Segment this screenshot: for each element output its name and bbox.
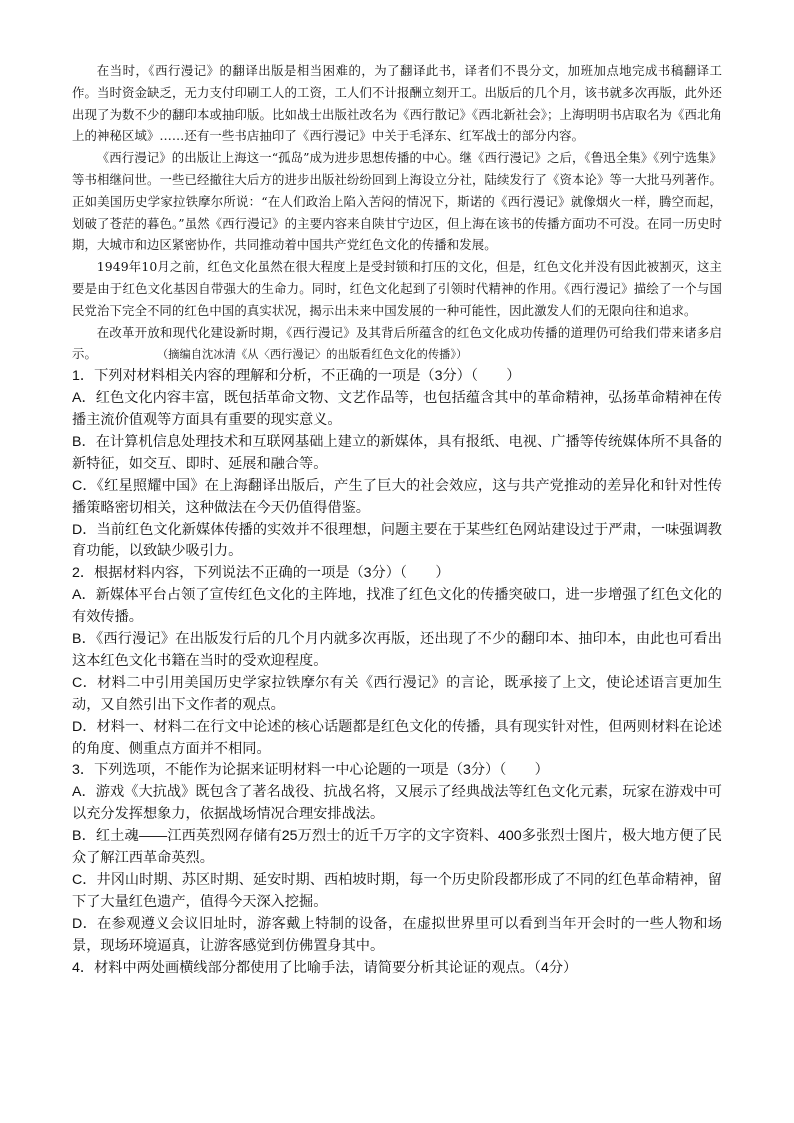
question-3-option-d: D．在参观遵义会议旧址时，游客戴上特制的设备，在虚拟世界里可以看到当年开会时的一些人物和场景，现场环境逼真，让游客感觉到仿佛置身其中。: [72, 915, 722, 954]
questions-section: [72, 366, 722, 979]
question-3: [72, 760, 722, 957]
question-2-stem: 2．根据材料内容，下列说法不正确的一项是（3分）（ ）: [72, 565, 450, 582]
question-3-option-b: B．红土魂——江西英烈网存储有25万烈士的近千万字的文字资料、400多张烈士图片，极大地方便了民众了解江西革命英烈。: [72, 828, 722, 867]
question-1-stem: 1．下列对材料相关内容的理解和分析，不正确的一项是（3分）（ ）: [72, 368, 521, 385]
question-2-option-a: A．新媒体平台占领了宣传红色文化的主阵地，找准了红色文化的传播突破口，进一步增强了红色文化的有效传播。: [72, 587, 722, 626]
reading-passage: [72, 60, 722, 366]
question-3-option-a: A．游戏《大抗战》既包含了著名战役、抗战名将，又展示了经典战法等红色文化元素，玩家在游戏中可以充分发挥想象力，依据战场情况合理安排战法。: [72, 784, 722, 823]
question-1: [72, 366, 722, 563]
question-2: [72, 563, 722, 760]
question-1-option-c: C．《红星照耀中国》在上海翻译出版后，产生了巨大的社会效应，这与共产党推动的差异化和针对性传播策略密切相关，这种做法在今天仍值得借鉴。: [72, 477, 722, 516]
question-2-option-b: B．《西行漫记》在出版发行后的几个月内就多次再版，还出现了不少的翻印本、抽印本，由此也可看出这本红色文化书籍在当时的受欢迎程度。: [72, 631, 722, 669]
question-3-stem: 3．下列选项，不能作为论据来证明材料一中心论题的一项是（3分）（ ）: [72, 762, 549, 779]
passage-paragraph-4-text: 在改革开放和现代化建设新时期，《西行漫记》及其背后所蕴含的红色文化成功传播的道理仍可给我们带来诸多启示。: [72, 324, 722, 362]
passage-paragraph-1: 在当时，《西行漫记》的翻译出版是相当困难的，为了翻译此书，译者们不畏分文，加班加点地完成书稿翻译工作。当时资金缺乏，无力支付印刷工人的工资，工人们不计报酬立刻开工。出版后的几个月，该书就多次再版，此外还出现了为数不少的翻印本或抽印版。比如战士出版社改名为《西行散记》《西北新社会》；上海明明书店取名为《西北角上的神秘区域》……还有一些书店抽印了《西行漫记》中关于毛泽东、红军战士的部分内容。: [72, 63, 722, 144]
passage-paragraph-3: 1949年10月之前，红色文化虽然在很大程度上是受封锁和打压的文化，但是，红色文化并没有因此被割灭，这主要是由于红色文化基因自带强大的生命力。同时，红色文化起到了引领时代精神的作用。《西行漫记》描绘了一个与国民党治下完全不同的红色中国的真实状况，揭示出未来中国发展的一种可能性，因此激发人们的无限向往和追求。: [72, 259, 722, 318]
exam-page: [72, 60, 722, 980]
question-4-stem: 4．材料中两处画横线部分都使用了比喻手法，请简要分析其论证的观点。（4分）: [72, 959, 578, 976]
question-1-option-a: A．红色文化内容丰富，既包括革命文物、文艺作品等，也包括蕴含其中的革命精神，弘扬革命精神在传播主流价值观等方面具有重要的现实意义。: [72, 390, 722, 428]
question-2-option-d: D．材料一、材料二在行文中论述的核心话题都是红色文化的传播，具有现实针对性，但两则材料在论述的角度、侧重点方面并不相同。: [72, 718, 722, 757]
question-4: [72, 958, 722, 980]
passage-paragraph-2: 《西行漫记》的出版让上海这一“孤岛”成为进步思想传播的中心。继《西行漫记》之后，《鲁迅全集》《列宁选集》等书相继问世。一些已经撤往大后方的进步出版社纷纷回到上海设立分社，陆续发行了《资本论》等一大批马列著作。正如美国历史学家拉铁摩尔所说：“在人们政治上陷入苦闷的情况下，斯诺的《西行漫记》就像烟火一样，腾空而起，划破了苍茫的暮色。”虽然《西行漫记》的主要内容来自陕甘宁边区，但上海在该书的传播方面功不可没。在同一历史时期，大城市和边区紧密协作，共同推动着中国共产党红色文化的传播和发展。: [72, 150, 722, 253]
passage-source: （摘编自沈冰清《从〈西行漫记〉的出版看红色文化的传播》）: [156, 348, 468, 362]
question-2-option-c: C．材料二中引用美国历史学家拉铁摩尔有关《西行漫记》的言论，既承接了上文，使论述语言更加生动，又自然引出下文作者的观点。: [72, 674, 722, 713]
question-1-option-d: D．当前红色文化新媒体传播的实效并不很理想，问题主要在于某些红色网站建设过于严肃，一味强调教育功能，以致缺少吸引力。: [72, 521, 722, 560]
question-3-option-c: C．井冈山时期、苏区时期、延安时期、西柏坡时期，每一个历史阶段都形成了不同的红色革命精神，留下了大量红色遗产，值得今天深入挖掘。: [72, 872, 722, 910]
question-1-option-b: B．在计算机信息处理技术和互联网基础上建立的新媒体，具有报纸、电视、广播等传统媒体所不具备的新特征，如交互、即时、延展和融合等。: [72, 433, 722, 472]
passage-paragraph-4: [72, 322, 722, 367]
